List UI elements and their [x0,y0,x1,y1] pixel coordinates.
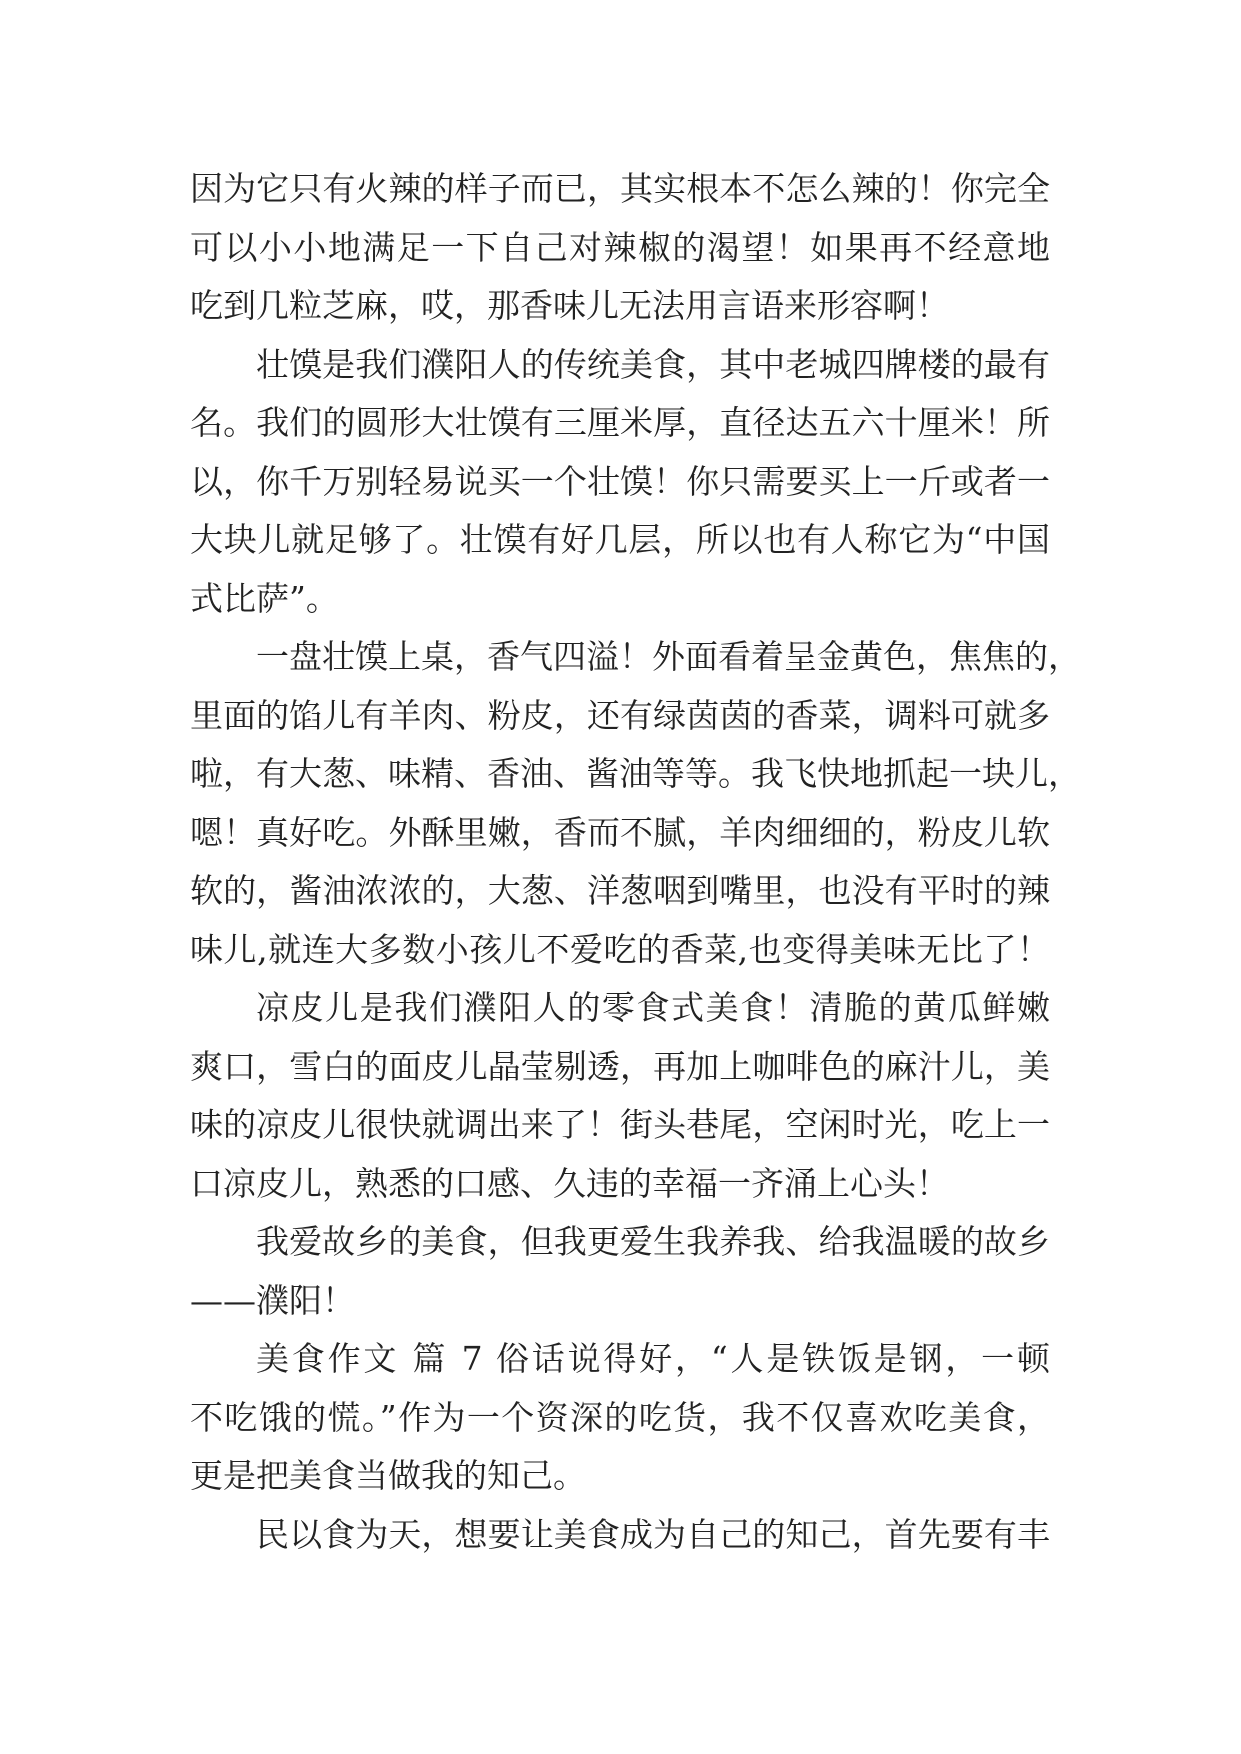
text-line: 因为它只有火辣的样子而已，其实根本不怎么辣的！你完全 [190,169,1050,208]
text-line: 一盘壮馍上桌，香气四溢！外面看着呈金黄色，焦焦的， [256,637,1081,676]
text-line: 壮馍是我们濮阳人的传统美食，其中老城四牌楼的最有 [256,344,1050,384]
text-line: 味的凉皮儿很快就调出来了！街头巷尾，空闲时光，吃上一 [190,1105,1050,1144]
text-line: 凉皮儿是我们濮阳人的零食式美食！清脆的黄瓜鲜嫩 [256,988,1050,1027]
text-line: 吃到几粒芝麻，哎，那香味儿无法用言语来形容啊！ [190,286,949,325]
text-line: 里面的馅儿有羊肉、粉皮，还有绿茵茵的香菜，调料可就多 [190,695,1050,735]
text-line: 以，你千万别轻易说买一个壮馍！你只需要买上一斤或者一 [190,461,1050,501]
text-line: 软的，酱油浓浓的，大葱、洋葱咽到嘴里，也没有平时的辣 [190,871,1050,910]
text-line: 啦，有大葱、味精、香油、酱油等等。我飞快地抓起一块儿， [190,754,1081,793]
text-line: 美食作文 篇 7 俗话说得好，“人是铁饭是钢，一顿 [256,1339,1050,1378]
text-line: 爽口，雪白的面皮儿晶莹剔透，再加上咖啡色的麻汁儿，美 [190,1046,1050,1086]
text-line: 可以小小地满足一下自己对辣椒的渴望！如果再不经意地 [190,227,1050,267]
text-line: 不吃饿的慌。”作为一个资深的吃货，我不仅喜欢吃美食， [190,1397,1050,1437]
text-line: 嗯！真好吃。外酥里嫩，香而不腻，羊肉细细的，粉皮儿软 [190,812,1050,852]
text-line: 我爱故乡的美食，但我更爱生我养我、给我温暖的故乡 [256,1222,1050,1261]
text-line: 味儿,就连大多数小孩儿不爱吃的香菜,也变得美味无比了！ [190,929,1050,969]
text-line: ——濮阳！ [190,1280,355,1320]
text-line: 式比萨”。 [190,578,339,618]
text-line: 名。我们的圆形大壮馍有三厘米厚，直径达五六十厘米！所 [190,403,1050,442]
text-line: 大块儿就足够了。壮馍有好几层，所以也有人称它为“中国 [190,520,1050,559]
document-body [190,160,1081,1564]
text-line: 民以食为天，想要让美食成为自己的知己，首先要有丰 [256,1514,1050,1554]
text-line: 更是把美食当做我的知己。 [190,1456,586,1495]
text-line: 口凉皮儿，熟悉的口感、久违的幸福一齐涌上心头！ [190,1163,949,1203]
